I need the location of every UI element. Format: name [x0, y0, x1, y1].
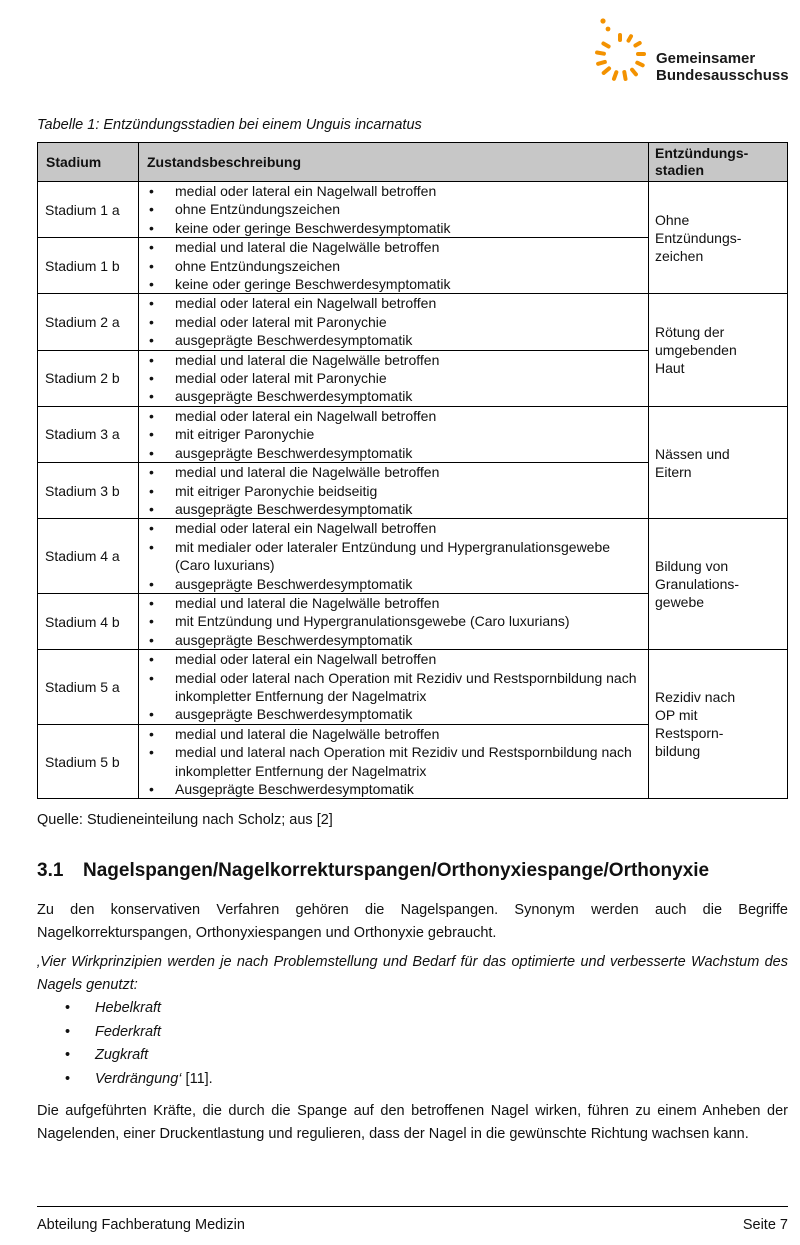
page-number: Seite 7: [742, 1217, 788, 1233]
bullet-list: [139, 725, 644, 799]
description-cell: [139, 294, 649, 350]
force-name: Zugkraft: [95, 1047, 149, 1063]
bullet-list: [139, 294, 644, 349]
list-item: • mit Entzündung und Hypergranulationsgewebe (Caro luxurians): [139, 612, 644, 630]
list-item: • medial und lateral die Nagelwälle betroffen: [139, 238, 644, 256]
stage-cell: Stadium 5 b: [38, 724, 139, 799]
inflammation-cell: Rötung der umgebenden Haut: [649, 294, 788, 406]
list-item: • ausgeprägte Beschwerdesymptomatik: [139, 575, 644, 593]
brand-line-2: Bundesausschuss: [656, 67, 789, 84]
force-name: Verdrängung‘: [95, 1070, 182, 1087]
list-item: • medial oder lateral nach Operation mit Rezidiv und Restspornbildung nach inkompletter Entfernung der Nagelmatrix: [139, 669, 644, 706]
stage-cell: Stadium 4 a: [38, 519, 139, 594]
stage-cell: Stadium 3 b: [38, 463, 139, 519]
list-item: • keine oder geringe Beschwerdesymptomatik: [139, 275, 644, 293]
description-cell: [139, 463, 649, 519]
table-row: [38, 519, 788, 594]
bullet-list: [139, 594, 644, 649]
list-item: • medial und lateral die Nagelwälle betroffen: [139, 351, 644, 369]
list-item: [37, 1044, 213, 1068]
list-item: [37, 1021, 213, 1045]
table-row: [38, 406, 788, 462]
description-cell: [139, 238, 649, 294]
table-row: [38, 650, 788, 725]
table-header-row: [38, 143, 788, 182]
list-item: • medial oder lateral ein Nagelwall betroffen: [139, 650, 644, 668]
list-item: • medial oder lateral ein Nagelwall betroffen: [139, 519, 644, 537]
stage-cell: Stadium 5 a: [38, 650, 139, 725]
footer-department: Abteilung Fachberatung Medizin: [37, 1217, 245, 1233]
inflammation-cell: Nässen und Eitern: [649, 406, 788, 518]
table-caption: Tabelle 1: Entzündungsstadien bei einem Unguis incarnatus: [37, 117, 422, 133]
list-item: [37, 1068, 213, 1092]
list-item: • Ausgeprägte Beschwerdesymptomatik: [139, 780, 644, 798]
section-number: 3.1: [37, 860, 64, 881]
header-inflammation: Entzündungs- stadien: [649, 143, 788, 182]
list-item: • medial oder lateral mit Paronychie: [139, 369, 644, 387]
bullet-list: [139, 351, 644, 406]
list-item: • medial oder lateral ein Nagelwall betroffen: [139, 182, 644, 200]
forces-list: [37, 997, 213, 1091]
list-item: • medial oder lateral ein Nagelwall betroffen: [139, 407, 644, 425]
description-cell: [139, 350, 649, 406]
brand-name: [656, 50, 789, 84]
inflammation-cell: Rezidiv nach OP mit Restsporn- bildung: [649, 650, 788, 799]
intro-paragraph: Zu den konservativen Verfahren gehören die Nagelspangen. Synonym werden auch die Begriffe Nagelkorrekturspangen, Orthonyxiespangen und Orthonyxie gebraucht.: [37, 902, 788, 941]
list-item: [37, 997, 213, 1021]
list-item: • keine oder geringe Beschwerdesymptomatik: [139, 219, 644, 237]
list-item: • ausgeprägte Beschwerdesymptomatik: [139, 500, 644, 518]
header-description: Zustandsbeschreibung: [139, 143, 649, 182]
stage-cell: Stadium 1 b: [38, 238, 139, 294]
footer-divider: [37, 1206, 788, 1207]
list-item: • ausgeprägte Beschwerdesymptomatik: [139, 444, 644, 462]
list-item: • medial und lateral nach Operation mit Rezidiv und Restspornbildung nach inkompletter Entfernung der Nagelmatrix: [139, 743, 644, 780]
inflammation-cell: Bildung von Granulations- gewebe: [649, 519, 788, 650]
brand-line-1: Gemeinsamer: [656, 50, 756, 67]
citation: [11].: [181, 1070, 213, 1087]
bullet-list: [139, 182, 644, 237]
list-item: • medial und lateral die Nagelwälle betroffen: [139, 463, 644, 481]
forces-paragraph: Die aufgeführten Kräfte, die durch die Spange auf den betroffenen Nagel wirken, führen zu einem Anheben der Nagelenden, einer Druckentlastung und regulieren, dass der Nagel in die gewünschte Richtung wachsen kann.: [37, 1103, 788, 1142]
inflammation-stages-table: [37, 142, 788, 799]
list-item: • mit eitriger Paronychie beidseitig: [139, 482, 644, 500]
bullet-list: [139, 407, 644, 462]
table-row: [38, 294, 788, 350]
gba-logo: [594, 18, 790, 88]
bullet-list: [139, 650, 644, 724]
inflammation-cell: Ohne Entzündungs- zeichen: [649, 182, 788, 294]
table-row: [38, 182, 788, 238]
bullet-list: [139, 463, 644, 518]
list-item: • mit medialer oder lateraler Entzündung und Hypergranulationsgewebe (Caro luxurians): [139, 538, 644, 575]
list-item: • medial oder lateral mit Paronychie: [139, 313, 644, 331]
list-item: • medial und lateral die Nagelwälle betroffen: [139, 725, 644, 743]
sun-logo-icon: [594, 18, 652, 88]
force-name: Federkraft: [95, 1023, 162, 1040]
description-cell: [139, 406, 649, 462]
stage-cell: Stadium 2 b: [38, 350, 139, 406]
list-item: • ausgeprägte Beschwerdesymptomatik: [139, 331, 644, 349]
bullet-list: [139, 238, 644, 293]
table-source: Quelle: Studieneinteilung nach Scholz; aus [2]: [37, 812, 333, 828]
table-body: [38, 182, 788, 799]
list-item: • ohne Entzündungszeichen: [139, 200, 644, 218]
quote-paragraph: ‚Vier Wirkprinzipien werden je nach Problemstellung und Bedarf für das optimierte und verbesserte Wachstum des Nagels genutzt:: [37, 954, 788, 993]
list-item: • medial und lateral die Nagelwälle betroffen: [139, 594, 644, 612]
list-item: • ausgeprägte Beschwerdesymptomatik: [139, 631, 644, 649]
force-name: Hebelkraft: [95, 1000, 162, 1016]
description-cell: [139, 650, 649, 725]
stage-cell: Stadium 4 b: [38, 593, 139, 649]
list-item: • mit eitriger Paronychie: [139, 425, 644, 443]
description-cell: [139, 724, 649, 799]
section-heading: [37, 860, 709, 882]
stage-cell: Stadium 3 a: [38, 406, 139, 462]
list-item: • ausgeprägte Beschwerdesymptomatik: [139, 387, 644, 405]
description-cell: [139, 182, 649, 238]
list-item: • medial oder lateral ein Nagelwall betroffen: [139, 294, 644, 312]
description-cell: [139, 593, 649, 649]
stage-cell: Stadium 1 a: [38, 182, 139, 238]
list-item: • ohne Entzündungszeichen: [139, 257, 644, 275]
section-title: Nagelspangen/Nagelkorrekturspangen/Orthonyxiespange/Orthonyxie: [83, 860, 710, 881]
bullet-list: [139, 519, 644, 593]
description-cell: [139, 519, 649, 594]
stage-cell: Stadium 2 a: [38, 294, 139, 350]
header-stage: Stadium: [38, 143, 139, 182]
list-item: • ausgeprägte Beschwerdesymptomatik: [139, 705, 644, 723]
